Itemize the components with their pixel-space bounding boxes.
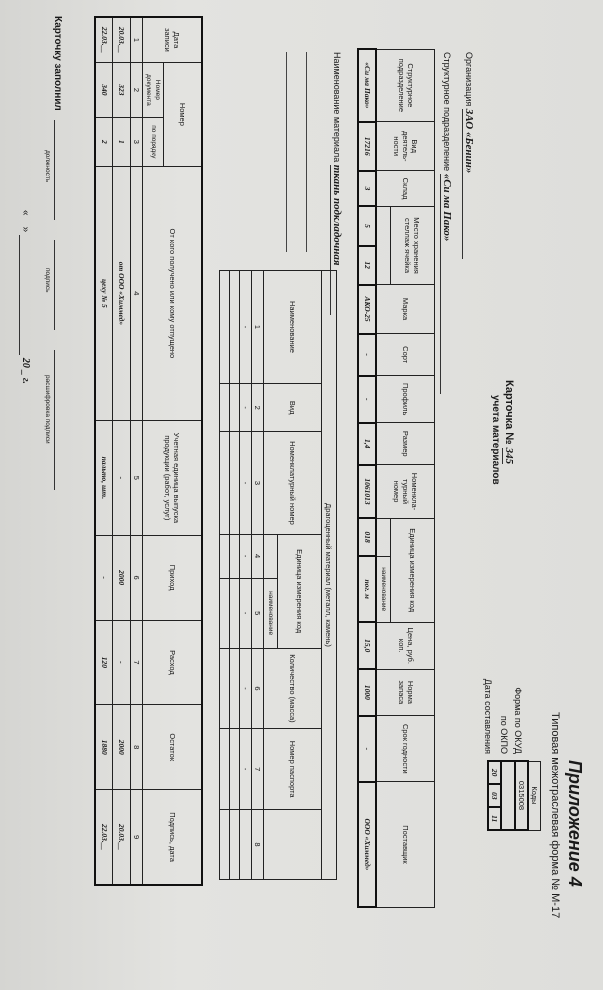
col-num: 3 [252,432,264,534]
main-subheader [377,206,391,284]
precious-block [219,270,337,880]
okpo-value [501,761,515,830]
moves-subheader: Номер документа [143,62,164,117]
main-header: Размер [377,423,435,465]
precious-subheader [264,534,278,578]
moves-cell: 1880 [95,705,113,790]
precious-empty-row [230,271,240,880]
main-header: Поставщик [377,782,435,907]
col-num: 5 [252,578,264,648]
moves-header: От кого получено или кому отпущено [143,166,202,420]
precious-num-row [252,271,264,880]
col-num: 1 [252,271,264,384]
col-num: 2 [252,383,264,431]
main-header-storage: Место хранения стеллаж [403,217,422,274]
precious-header [264,810,322,880]
codes-block [487,760,541,831]
precious-cell: - [240,432,252,534]
precious-header: Наименование [264,271,322,384]
moves-header: Номер [164,62,202,166]
main-header: Структурное подразделение [377,49,435,122]
moves-cell: 2 [95,117,113,166]
main-cell: - [359,716,377,782]
main-cell: 018 [359,518,377,556]
date-year: 11 [488,807,501,830]
main-table [358,48,436,908]
decode-line [54,350,65,490]
main-header: Цена, руб. коп. [377,622,435,669]
date-day: 20 [488,761,501,784]
precious-cell: - [240,383,252,431]
appendix-title: Приложение 4 [565,760,585,887]
main-header: Склад [377,171,435,207]
main-header: Сорт [377,334,435,376]
moves-cell: цеху № 5 [95,166,113,420]
date-label: Дата составления [483,678,493,754]
precious-empty-row [220,271,230,880]
position-caption: должность [44,150,51,183]
main-cell: - [359,376,377,423]
main-subheader [377,518,391,556]
main-header: Номенкла-турный номер [377,465,435,518]
decode-caption: расшифровка подписи [44,375,51,444]
precious-cell [240,810,252,880]
material-extra-line [306,52,317,252]
moves-cell: 340 [95,62,113,117]
col-num: 8 [131,705,143,790]
moves-num-row [131,17,143,885]
main-cell: АКО-25 [359,285,377,334]
moves-header: Остаток [143,705,202,790]
moves-cell: от ООО «Химмед» [113,166,131,420]
division-value: «Си ма Пако» [440,174,453,394]
precious-header: Вид [264,383,322,431]
main-cell: ООО «Химмед» [359,782,377,907]
precious-header: Номер паспорта [264,729,322,810]
main-header: Единица измерения код [391,518,435,622]
date-month: 03 [488,784,501,807]
moves-cell: 120 [95,620,113,705]
col-num: 3 [131,117,143,166]
filled-label: Карточку заполнил [52,16,63,111]
moves-cell: 22.03.__ [95,17,113,62]
codes-table [487,760,541,831]
codes-label: Коды [528,761,541,830]
material-extra-line [286,52,297,252]
main-cell: 3 [359,171,377,207]
card-number: 345 [503,447,515,465]
signature-line [54,240,65,330]
position-line [54,120,65,220]
main-subheader: наименование [377,556,391,622]
main-cell: 17216 [359,122,377,171]
card-title [502,380,515,464]
col-num: 4 [131,166,143,420]
precious-cell: - [240,534,252,578]
signature-caption: подпись [44,268,51,293]
main-header [391,206,435,284]
main-header-cell: ячейка [403,249,413,274]
okud-label: Форма по ОКУД [513,687,523,754]
moves-row [95,17,113,885]
precious-header: Единица измерения код [278,534,322,648]
moves-cell: 22.03.__ [95,790,113,885]
main-header: Срок годности [377,716,435,782]
main-table-block [358,48,436,908]
material-value: ткань подкладочная [330,165,343,315]
main-cell: 1000 [359,669,377,716]
material-label: Наименование материала [332,52,342,163]
col-num: 2 [131,62,143,117]
org-value: ЗАО «Бенин» [462,109,475,259]
precious-cell: - [240,271,252,384]
precious-subheader: наименование [264,578,278,648]
moves-header: Подпись, дата [143,790,202,885]
precious-title: Драгоценный материал (металл, камень) [322,271,337,880]
main-cell: 1061013 [359,465,377,518]
precious-cell: - [240,578,252,648]
main-cell: «Си ма Пако» [359,49,377,122]
moves-cell: 2000 [113,535,131,620]
main-header: Марка [377,285,435,334]
main-cell: 15,0 [359,622,377,669]
moves-header: Приход [143,535,202,620]
org-label: Организация [464,52,474,107]
okud-value: 0315008 [515,761,528,830]
okpo-label: по ОКПО [499,715,509,754]
moves-cell: пальто, шт. [95,421,113,536]
precious-cell: - [240,648,252,729]
card-title-prefix: Карточка № [503,380,515,445]
moves-row [113,17,131,885]
main-cell: пог. м [359,556,377,622]
col-num: 4 [252,534,264,578]
form-type-title: Типовая межотраслевая форма № М-17 [549,712,561,919]
main-cell: 12 [359,246,377,285]
moves-table [94,16,203,886]
col-num: 9 [131,790,143,885]
division-label: Структурное подразделение [442,52,452,172]
moves-block [94,16,203,886]
moves-cell: 20.03.__ [113,17,131,62]
col-num: 7 [131,620,143,705]
col-num: 1 [131,17,143,62]
precious-table [219,270,337,880]
col-num: 6 [131,535,143,620]
card-subtitle: учета материалов [490,395,501,485]
moves-header: Дата записи [143,17,202,62]
org-line [462,52,475,259]
col-num: 5 [131,421,143,536]
moves-cell: 323 [113,62,131,117]
col-num: 8 [252,810,264,880]
moves-header: Учетная единица выпуска продукции (работ, услуг) [143,421,202,536]
precious-header: Номенклатурный номер [264,432,322,534]
main-cell: - [359,334,377,376]
division-line [440,52,453,394]
moves-cell: - [113,421,131,536]
moves-header: Расход [143,620,202,705]
moves-cell: 20.03.__ [113,790,131,885]
precious-cell: - [240,729,252,810]
moves-cell: 1 [113,117,131,166]
main-header: Вид деятель-ности [377,122,435,171]
moves-cell: - [113,620,131,705]
year-label: 20 _ г. [20,357,31,384]
moves-cell: - [95,535,113,620]
col-num: 7 [252,729,264,810]
precious-header: Количество (масса) [264,648,322,729]
main-header: Норма запаса [377,669,435,716]
main-data-row [359,49,377,907]
col-num: 6 [252,648,264,729]
main-cell: 1,4 [359,423,377,465]
main-cell: 5 [359,206,377,245]
precious-row [240,271,252,880]
year-line: « » 20 _ г. [20,210,31,384]
moves-subheader: по порядку [143,117,164,166]
main-header: Профиль [377,376,435,423]
moves-cell: 2000 [113,705,131,790]
